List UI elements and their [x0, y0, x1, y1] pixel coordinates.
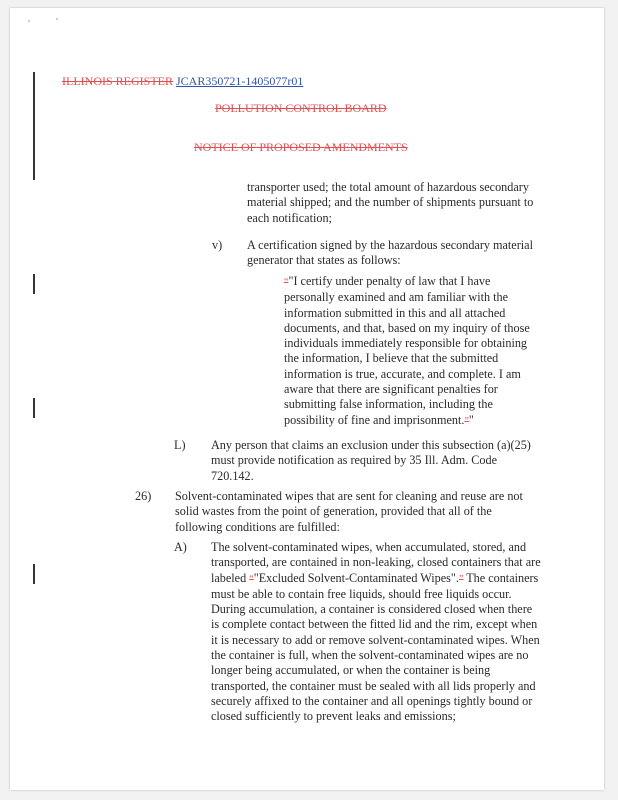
quote-open-new: "	[288, 274, 294, 288]
item-A-close-struck: ”	[458, 573, 464, 585]
item-A-quoted: Excluded Solvent-Contaminated Wipes	[258, 570, 451, 585]
change-bar	[33, 274, 35, 294]
certification-quote	[284, 274, 532, 429]
scan-speck	[28, 20, 30, 22]
register-title-struck: ILLINOIS REGISTER	[62, 74, 173, 88]
change-bar	[33, 72, 35, 180]
item-A-text-before: The solvent-contaminated wipes, when accumulated, stored, and transported, are contained in non-leaking, closed containers that are labeled	[211, 540, 541, 585]
scan-speck	[56, 18, 58, 20]
item-A-text	[211, 540, 541, 725]
quote-close-struck: ”	[464, 415, 469, 427]
item-A-period: .	[455, 570, 459, 585]
item-A-open-struck: “	[249, 573, 254, 585]
document-page	[10, 8, 604, 790]
jcar-code: JCAR350721-1405077r01	[176, 74, 304, 88]
item-26-label: 26)	[135, 489, 152, 503]
register-header	[62, 74, 303, 88]
quote-text: I certify under penalty of law that I have personally examined and am familiar with the information submitted in this and all attached documents, and that, based on my inquiry of those individuals immediately responsible for obtaining the information, I believe that the submitted information is true, accurate, and complete. I am aware that there are significant penalties for submitting false information, including the possibility of fine and imprisonment.	[284, 274, 530, 427]
notice-title-struck: NOTICE OF PROPOSED AMENDMENTS	[194, 140, 408, 154]
change-bar	[33, 398, 35, 418]
item-v-text: A certification signed by the hazardous secondary material generator that states as follows:	[247, 238, 533, 268]
board-title-struck: POLLUTION CONTROL BOARD	[215, 101, 387, 115]
change-bar	[33, 564, 35, 584]
item-v-label: v)	[212, 238, 223, 252]
item-A-open-new: "	[253, 570, 259, 585]
item-A-text-after: The containers must be able to contain free liquids, should free liquids occur. During accumulation, a container is considered closed when there is complete contact between the fitted lid and the rim, except when it is necessary to add or remove solvent-contaminated wipes. When the container is full, when the solvent-contaminated wipes are no longer being accumulated, or when the container is being transported, the container must be sealed with all lids properly and securely affixed to the container and all openings tightly bound or closed sufficiently to prevent leaks and emissions;	[211, 570, 540, 724]
item-A-close-new: "	[450, 570, 456, 585]
quote-open-struck: “	[284, 277, 289, 288]
continuation-paragraph: transporter used; the total amount of hazardous secondary material shipped; and the number of shipments pursuant to each notification;	[247, 180, 534, 225]
item-L-text: Any person that claims an exclusion under this subsection (a)(25) must provide notification as required by 35 Ill. Adm. Code 720.142.	[211, 438, 531, 483]
quote-close-new: "	[468, 412, 474, 427]
item-26-text: Solvent-contaminated wipes that are sent for cleaning and reuse are not solid wastes from the point of generation, provided that all of the following conditions are fulfilled:	[175, 489, 523, 534]
item-A-label: A)	[174, 540, 187, 554]
item-L-label: L)	[174, 438, 186, 452]
